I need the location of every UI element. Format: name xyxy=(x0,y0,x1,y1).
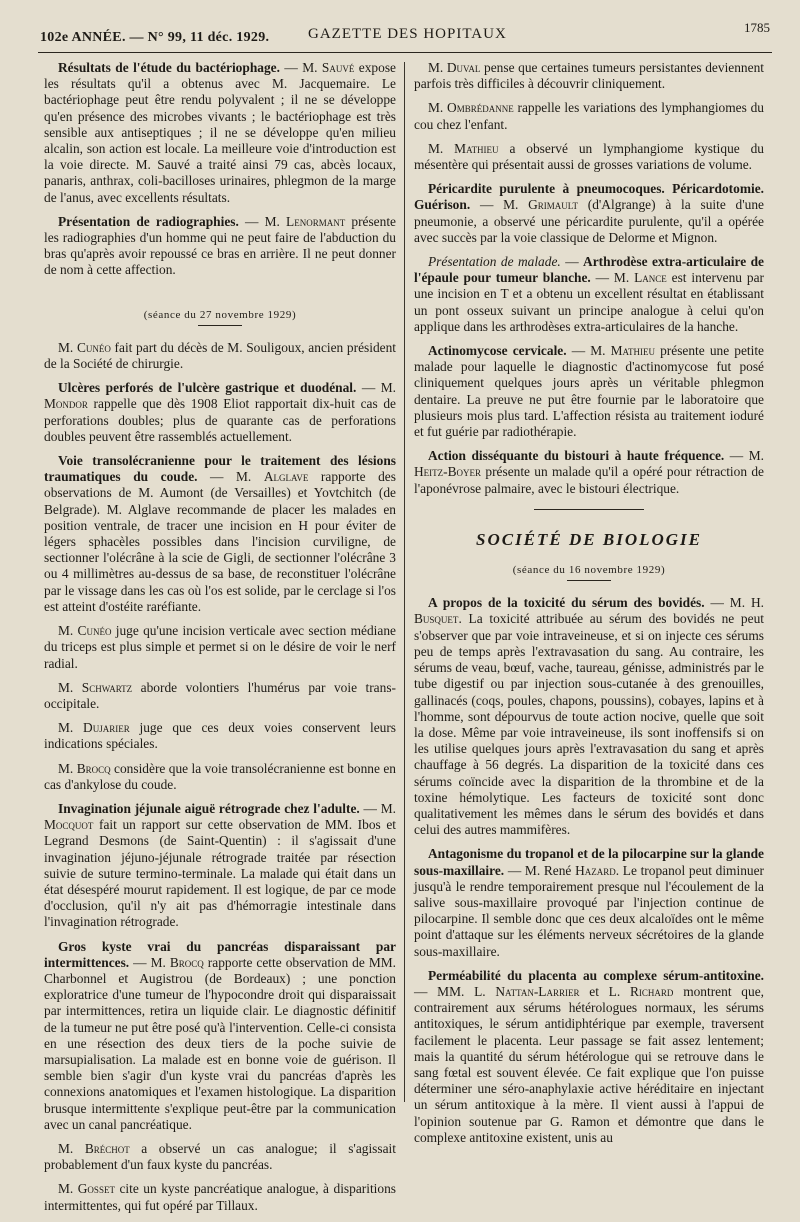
page-number: 1785 xyxy=(744,20,770,35)
author-name: Mathieu xyxy=(610,343,655,359)
right-column xyxy=(414,60,764,1154)
author-name: Bréchot xyxy=(84,1140,130,1156)
author-name: Ombrédanne xyxy=(447,100,514,116)
separator: — M. René xyxy=(504,862,576,878)
paragraph-body: montrent que, contrairement aux sérums hétérologues normaux, les sérums antitoxiques, le sérum antidiphtérique par exemple, traversent facilement le placenta. Leur passage se fait assez lentement; mais la quantité du sérum hétérologue qui se retrouve dans le sang fœtal est souvent élevée. Ce fait explique que l'on puisse déterminer une séro-anaphylaxie active héréditaire en injectant un sérum antitoxique à la mère. Il vient aussi à l'appui de l'opinion soutenue par G. Ramon et démontre que dans le complexe antitoxine existent, unis au xyxy=(414,983,764,1145)
paragraph-actinomycose xyxy=(414,343,764,440)
paragraph-body: . La toxicité attribuée au sérum des bovidés ne peut s'observer que par voie intraveineuse, et si on injecte ces sérums peu de temps après l'extravasation du sang. Au contraire, les sérums de veau, bœuf, vache, taureau, génisse, administrés par le tube digestif ou par injection sous-cutanée à des grenouilles, gallinacés (coqs, poules, chapons, poussins), cobayes, lapins et à l'homme, sont dépourvus de toute action nocive, quelle que soit la dose. Même par voie intraveineuse, ils sont inoffensifs si on les utilise quelques jours après l'extravasation du sang et après chauffage à 56 degrés. La disparition de la toxicité dans ces sérums coïncide avec la disparition de la thrombine et de la toxine hémolytique. Les facteurs de toxicité sont donc qualitativement les mêmes dans le sérum des bovidés et dans celui des autres mammifères. xyxy=(414,611,764,838)
separator: — M. xyxy=(590,270,635,286)
paragraph-body: cite un kyste pancréatique analogue, à disparitions intermittentes, qui fut opéré par Tillaux. xyxy=(44,1181,396,1213)
paragraph-body: présente les radiographies d'un homme qui ne peut faire de l'abduction du bras qu'après avoir repoussé ce bras en arrière. Il ne peut donner de nom à cette affection. xyxy=(44,213,396,278)
paragraph-body: rappelle les variations des lymphangiomes du cou chez l'enfant. xyxy=(414,100,764,132)
paragraph-title: Ulcères perforés de l'ulcère gastrique et duodénal. xyxy=(58,380,357,396)
paragraph-kyste-pancreas xyxy=(44,939,396,1133)
author-name: Heitz-Boyer xyxy=(414,464,482,480)
paragraph-title: Gros kyste vrai du pancréas disparaissant par intermittences. xyxy=(44,938,396,970)
prefix: M. xyxy=(428,140,455,156)
paragraph-body: a observé un cas analogue; il s'agissait probablement d'un faux kyste du pancréas. xyxy=(44,1140,396,1173)
paragraph-body: juge que ces deux voies conservent leurs indications spéciales. xyxy=(44,720,397,752)
paragraph-brocq xyxy=(44,761,396,793)
short-rule xyxy=(198,325,242,326)
paragraph-schwartz xyxy=(44,680,396,712)
paragraph-title: Antagonisme du tropanol et de la pilocarpine sur la glande sous-maxillaire. xyxy=(414,846,764,878)
prefix: M. xyxy=(428,60,447,75)
header-rule xyxy=(38,52,772,53)
paragraph-body: juge qu'une incision verticale avec section médiane du triceps est plus simple et permet si on le désire de voir le nerf radial. xyxy=(44,623,396,671)
separator: — M. xyxy=(279,60,322,75)
paragraph-ulceres xyxy=(44,380,396,445)
author-name: Mocquot xyxy=(44,817,94,833)
paragraph-body: pense que certaines tumeurs persistantes deviennent parfois très difficiles à découvrir cliniquement. xyxy=(414,60,764,92)
paragraph-tropanol xyxy=(414,846,764,959)
author-name: Gosset xyxy=(77,1181,115,1197)
author-name: Alglave xyxy=(263,469,309,485)
separator: — M. xyxy=(470,197,529,213)
paragraph-duval xyxy=(414,60,764,92)
paragraph-brechot xyxy=(44,1141,396,1173)
prefix: M. xyxy=(58,679,82,695)
paragraph-cuneo xyxy=(44,623,396,672)
separator: — M. H. xyxy=(704,595,764,611)
paragraph-transolecranienne xyxy=(44,453,396,615)
prefix: M. xyxy=(58,339,77,355)
paragraph-invagination xyxy=(44,801,396,931)
author-name: Brocq xyxy=(76,760,111,776)
author-name: Busquet xyxy=(414,611,459,627)
column-divider xyxy=(404,62,405,1102)
connector: et L. xyxy=(579,983,630,999)
paragraph-bistouri xyxy=(414,448,764,497)
paragraph-body: considère que la voie transolécranienne est bonne en cas d'ankylose du coude. xyxy=(44,760,397,792)
paragraph-pericardite xyxy=(414,181,764,246)
author-name: Hazard xyxy=(575,862,616,878)
paragraph-title: Perméabilité du placenta au complexe sérum-antitoxine. xyxy=(428,967,764,983)
paragraph-body: expose les résultats qu'il a obtenus avec M. Jacquemaire. Le bactériophage peut être rendu polyvalent ; il ne se développe qu'en présence des microbes vivants ; le bactériophage est très sensible aux antiseptiques ; il ne se développe qu'en milieu alcalin, son action est locale. La meilleure voie d'introduction est la voie directe. M. Sauvé a traité ainsi 79 cas, abcès locaux, panaris, anthrax, coli-bacilloses urinaires, phlegmon de la marge de l'anus, avec excellents résultats. xyxy=(44,60,396,205)
paragraph-body: a observé un lymphangiome kystique du mésentère qui présentait aussi de grosses variations de volume. xyxy=(414,140,764,173)
paragraph-title: Arthrodèse extra-articulaire de l'épaule pour tumeur blanche. xyxy=(414,254,764,286)
prefix: M. xyxy=(428,100,448,116)
paragraph-title: Présentation de radiographies. xyxy=(58,213,239,229)
author-name: Cunéo xyxy=(76,339,111,355)
paragraph-body: est intervenu par une incision en T et a obtenu un excellent résultat en établissant un pont osseux suivant un principe analogue à celui qu'on applique dans les arthrodèses extra-articulaires de la hanche. xyxy=(414,270,764,334)
author-name: Nattan-Larrier xyxy=(495,983,580,999)
paragraph-ombredanne xyxy=(414,100,764,132)
paragraph-body: (d'Algrange) à la suite d'une pneumonie, a observé une péricardite purulente, qu'il a opérée avec succès par la voie classique de Delorme et Mignon. xyxy=(414,197,764,245)
paragraph-title: Voie transolécranienne pour le traitement des lésions traumatiques du coude. xyxy=(44,453,396,485)
paragraph-title: Résultats de l'étude du bactériophage. xyxy=(58,60,280,75)
prefix: M. xyxy=(58,1140,85,1156)
paragraph-mathieu xyxy=(414,141,764,173)
journal-title: GAZETTE DES HOPITAUX xyxy=(308,26,507,42)
paragraph-body: . Le tropanol peut diminuer jusqu'à le rendre temporairement presque nul l'écoulement de la salive sous-maxillaire provoqué par l'injection continue de pilocarpine. Il semble donc que ces deux alcaloïdes ont le même point d'attaque sur les éléments nerveux sécrétoires de la glande sous-maxillaire. xyxy=(414,862,764,959)
prefix: M. xyxy=(58,760,77,776)
separator: — M. xyxy=(566,343,611,359)
author-name: Duval xyxy=(446,60,481,75)
separator: — M. xyxy=(356,380,397,396)
paragraph-body: présente une petite malade pour laquelle le diagnostic d'actinomycose fut posé cliniquement quelques jours après un véritable phlegmon dentaire. La preuve ne put être fournie par le laboratoire que plusieurs mois plus tard. L'affection résista au traitement ioduré et fut guérie par radiothérapie. xyxy=(414,343,764,440)
separator: — M. xyxy=(238,213,287,229)
issue-info: 102e ANNÉE. — N° 99, 11 déc. 1929. xyxy=(40,30,270,45)
session-date: (séance du 16 novembre 1929) xyxy=(512,564,666,577)
separator: — M. xyxy=(724,448,764,464)
presentation-label: Présentation de malade. xyxy=(428,254,561,270)
paragraph-body: rappelle que dès 1908 Eliot rapportait dix-huit cas de perforations doubles; plus de quarante cas de perforations doubles peuvent être rassemblés actuellement. xyxy=(44,396,396,444)
spacer xyxy=(44,287,396,293)
prefix: M. xyxy=(58,720,84,736)
section-separator xyxy=(534,509,644,510)
prefix: M. xyxy=(58,623,78,639)
separator: — M. xyxy=(359,800,396,816)
author-name: Mondor xyxy=(44,396,88,412)
left-column xyxy=(44,60,396,1222)
separator: — MM. L. xyxy=(414,983,496,999)
paragraph-title: Actinomycose cervicale. xyxy=(428,343,567,359)
paragraph-title: A propos de la toxicité du sérum des bovidés. xyxy=(428,595,705,611)
section-title: SOCIÉTÉ DE BIOLOGIE xyxy=(476,529,702,549)
paragraph-deces xyxy=(44,340,396,372)
paragraph-title: Action disséquante du bistouri à haute fréquence. xyxy=(428,448,725,464)
separator: — M. xyxy=(129,954,170,970)
separator: — M. xyxy=(197,469,264,485)
author-name: Schwartz xyxy=(81,679,133,695)
paragraph-title: Péricardite purulente à pneumocoques. Péricardotomie. Guérison. xyxy=(414,181,764,213)
paragraph-body: fait part du décès de M. Souligoux, ancien président de la Société de chirurgie. xyxy=(44,339,397,372)
paragraph-dujarier xyxy=(44,720,396,752)
paragraph-body: fait un rapport sur cette observation de MM. Ibos et Legrand Desmons (de Saint-Quentin) : il s'agissait d'une invagination jéjuno-jéjunale rétrograde traitée par résection suivie de suture termino-terminale. La malade qui était dans un état désespéré mourut rapidement. Il est logique, de par ce mode d'occlusion, qu'il n'y ait pas d'hémorragie intestinale dans l'invagination rétrograde. xyxy=(44,817,396,930)
session-date: (séance du 27 novembre 1929) xyxy=(143,308,297,321)
author-name: Sauvé xyxy=(321,60,355,75)
paragraph-placenta xyxy=(414,968,764,1146)
author-name: Richard xyxy=(629,983,674,999)
short-rule xyxy=(567,580,611,581)
author-name: Mathieu xyxy=(454,140,499,156)
author-name: Lance xyxy=(634,270,667,286)
author-name: Dujarier xyxy=(83,720,130,736)
paragraph-arthrodese xyxy=(414,254,764,335)
paragraph-body: aborde volontiers l'humérus par voie trans-occipitale. xyxy=(44,679,396,711)
paragraph-body: rapporte des observations de M. Aumont (de Versailles) et Yovtchitch (de Belgrade). M. Alglave recommande de placer les malades en position ventrale, de tracer une incision en H pour éviter de légers sphacèles possibles dans l'incision curviligne, de sectionner l'olécrâne à la scie de Gigli, de sectionner l'olécrâne 3 ou 4 millimètres au-dessus de sa base, de reconstituer l'olécrâne par le vissage dans les cas où l'os est solide, par le cerclage si l'os est atteint d'ostéite raréfiante. xyxy=(44,469,396,614)
paragraph-body: présente un malade qu'il a opéré pour rétraction de l'aponévrose palmaire, avec le bistouri électrique. xyxy=(414,464,764,496)
paragraph-title: Invagination jéjunale aiguë rétrograde chez l'adulte. xyxy=(58,800,360,816)
paragraph-body: rapporte cette observation de MM. Charbonnel et Augistrou (de Bordeaux) ; une ponction exploratrice d'une tumeur de l'hypocondre droit qui disparaissait par intermittences, retira un liquide clair. Le diagnostic définitif de la tumeur ne put être posé qu'à l'intervention. Celle-ci consista en une résection des deux tiers de la poche suivie de marsupialisation. La malade est en bonne voie de guérison. Il semble bien s'agir d'un kyste vrai du pancréas d'après les connexions anatomiques et l'examen histologique. La disparition brusque intermittente s'explique peut-être par la communication avec un canal pancréatique. xyxy=(44,954,396,1132)
paragraph-radiographies xyxy=(44,214,396,279)
paragraph-toxicite xyxy=(414,595,764,838)
author-name: Brocq xyxy=(169,954,204,970)
separator: — xyxy=(560,254,584,270)
author-name: Cunéo xyxy=(77,623,112,639)
author-name: Lenormant xyxy=(286,213,346,229)
paragraph-gosset xyxy=(44,1181,396,1213)
prefix: M. xyxy=(58,1181,78,1197)
paragraph-bacteriophage xyxy=(44,60,396,206)
author-name: Grimault xyxy=(528,197,578,213)
